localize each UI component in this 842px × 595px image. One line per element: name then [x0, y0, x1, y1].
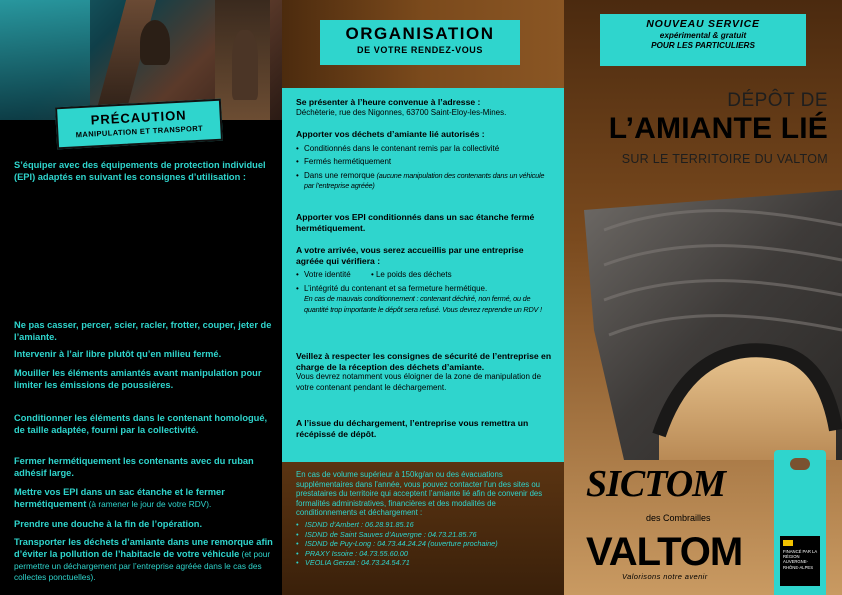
address-text: Déchèterie, rue des Nigonnes, 63700 Saint-Eloy-les-Mines. [296, 107, 507, 117]
precaution-badge [55, 99, 223, 150]
sictom-logo: SICTOM [586, 463, 726, 505]
site-item: • VEOLIA Gerzat : 04.73.24.54.71 [296, 558, 552, 568]
check-item: • Votre identité • Le poids des déchets [296, 270, 552, 281]
sictom-subtitle: des Combrailles [646, 513, 711, 523]
arrival-heading: A votre arrivée, vous serez accueillis par une entreprise agréée qui vérifiera : [296, 245, 524, 266]
new-service-title: NOUVEAU SERVICE [646, 18, 760, 30]
bring-block [296, 129, 552, 192]
rule-4: Fermer hermétiquement les contenants avec du ruban adhésif large. [14, 456, 254, 478]
rule-5: Mettre vos EPI dans un sac étanche et le fermer hermétiquement (à ramener le jour de votre RDV). [14, 487, 225, 509]
corrugated-roof-image [564, 170, 842, 460]
safety-text: Vous devrez notamment vous éloigner de la zone de manipulation de votre contenant pendant le déchargement. [296, 372, 542, 392]
site-item: • ISDND de Saint Sauves d’Auvergne : 04.73.21.85.76 [296, 530, 552, 540]
site-item: • ISDND d’Ambert : 06.28.91.85.16 [296, 520, 552, 530]
integrity-item: • L’intégrité du contenant et sa fermeture hermétique. En cas de mauvais conditionnement : contenant déchiré, non fermé, ou de quantité trop importante le dépôt sera refusé. Vous devrez reprendre un RDV ! [296, 284, 552, 316]
new-service-line2: expérimental & gratuit [659, 31, 747, 40]
rule-0: Ne pas casser, percer, scier, racler, frotter, couper, jeter de l’amiante. [14, 320, 272, 342]
precaution-subtitle: MANIPULATION ET TRANSPORT [75, 123, 204, 140]
address-block [296, 97, 552, 118]
safety-heading: Veillez à respecter les consignes de sécurité de l’entreprise en charge de la réception des déchets d’amiante. [296, 351, 552, 372]
title-line2: L’AMIANTE LIÉ [608, 112, 828, 145]
end-heading: A l’issue du déchargement, l’entreprise vous remettra un récépissé de dépôt. [296, 418, 529, 439]
epi-block [296, 212, 552, 233]
new-service-line3: POUR LES PARTICULIERS [651, 41, 755, 50]
organisation-header [320, 20, 520, 65]
left-panel [0, 0, 282, 595]
epi-intro: S’équiper avec des équipements de protection individuel (EPI) adaptés en suivant les consignes d’utilisation : [14, 160, 266, 182]
bring-item: • Dans une remorque (aucune manipulation des contenants dans un véhicule par l’entreprise agréée) [296, 171, 552, 192]
rule-3: Conditionner les éléments dans le contenant homologué, de taille adaptée, fourni par la collectivité. [14, 413, 268, 435]
rule-2: Mouiller les éléments amiantés avant manipulation pour limiter les émissions de poussières. [14, 368, 262, 390]
right-panel [564, 0, 842, 595]
rule-7: Transporter les déchets d’amiante dans une remorque afin d’éviter la pollution de l’habitacle de votre véhicule (et pour permettre un déchargement par l’entreprise agréée dans le cas des collectes ponctuelles). [14, 537, 273, 583]
end-block [296, 418, 552, 439]
bring-heading: Apporter vos déchets d’amiante lié autorisés : [296, 129, 485, 139]
new-service-badge [600, 14, 806, 66]
integrity-note: En cas de mauvais conditionnement : contenant déchiré, non fermé, ou de quantité trop importante le dépôt sera refusé. Vous devrez reprendre un RDV ! [304, 294, 542, 314]
arrival-block [296, 245, 552, 315]
rule-1: Intervenir à l’air libre plutôt qu’en milieu fermé. [14, 349, 222, 359]
valtom-tagline: Valorisons notre avenir [622, 572, 708, 581]
address-heading: Se présenter à l’heure convenue à l’adresse : [296, 97, 481, 107]
bring-item: • Conditionnés dans le contenant remis par la collectivité [296, 144, 552, 155]
title-line3: SUR LE TERRITOIRE DU VALTOM [621, 152, 828, 166]
valtom-logo: VALTOM [586, 530, 743, 574]
volume-text: En cas de volume supérieur à 150kg/an ou des évacuations supplémentaires dans l’année, vous pouvez contacter l’un des sites ou prestataires du territoire qui acceptent l’amiante lié afin de convenir des formalités administratives, financières et des modalités de conditionnements et déchargement : [296, 470, 543, 518]
region-logo: FINANCÉ PAR LA RÉGION AUVERGNE-RHÔNE-ALPES [780, 536, 820, 586]
site-item: • PRAXY Issoire : 04.73.55.60.00 [296, 549, 552, 559]
rule-6: Prendre une douche à la fin de l’opération. [14, 519, 203, 529]
epi-heading: Apporter vos EPI conditionnés dans un sac étanche fermé hermétiquement. [296, 212, 535, 233]
safety-block [296, 351, 552, 393]
precaution-title: PRÉCAUTION [90, 107, 187, 128]
title-line1: DÉPÔT DE [727, 90, 828, 111]
region-tag [774, 450, 826, 595]
volume-block [296, 470, 552, 568]
organisation-subtitle: DE VOTRE RENDEZ-VOUS [356, 45, 483, 55]
organisation-title: ORGANISATION [345, 24, 495, 43]
site-item: • ISDND de Puy-Long : 04.73.44.24.24 (ouverture prochaine) [296, 539, 552, 549]
middle-panel [282, 0, 564, 595]
bring-item: • Fermés hermétiquement [296, 157, 552, 168]
